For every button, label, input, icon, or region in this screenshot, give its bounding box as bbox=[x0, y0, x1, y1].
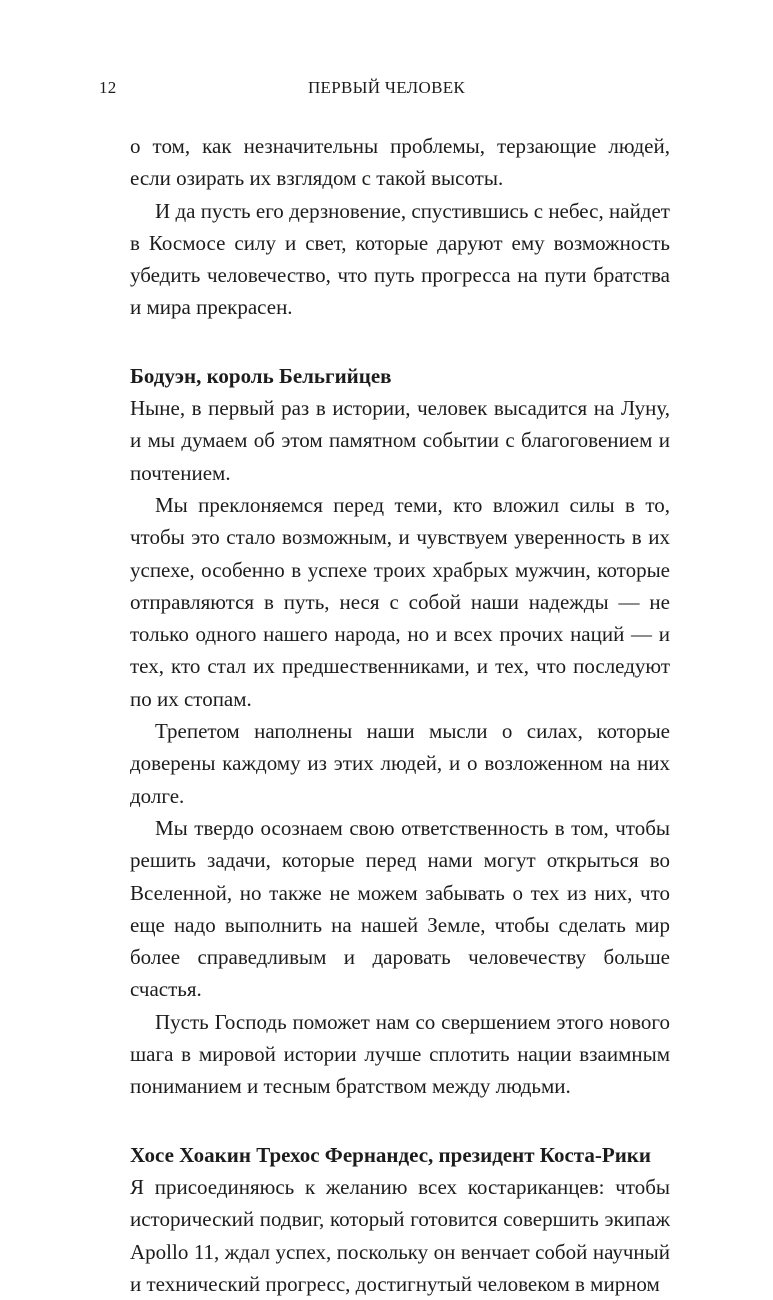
page-body bbox=[130, 130, 670, 1300]
running-head bbox=[0, 76, 773, 102]
section-heading-baudouin: Бодуэн, король Бельгийцев bbox=[130, 363, 392, 388]
paragraph: Ныне, в первый раз в истории, человек высадится на Луну, и мы думаем об этом памятном событии с благоговением и почтением. bbox=[130, 396, 670, 485]
paragraph: И да пусть его дерзновение, спустившись с небес, найдет в Космосе силу и свет, которые даруют ему возможность убедить человечество, что путь прогресса на пути братства и мира прекрасен. bbox=[130, 198, 670, 320]
paragraph: Трепетом наполнены наши мысли о силах, которые доверены каждому из этих людей, и о возложенном на них долге. bbox=[130, 719, 670, 808]
section-heading-trejos: Хосе Хоакин Трехос Фернандес, президент Коста-Рики bbox=[130, 1142, 651, 1167]
paragraph: Мы преклоняемся перед теми, кто вложил силы в то, чтобы это стало возможным, и чувствуем уверенность в их успехе, особенно в успехе троих храбрых мужчин, которые отправляются в путь, неся с собой наши надежды — не только одного нашего народа, но и всех прочих наций — и тех, кто стал их предшественниками, и тех, что последуют по их стопам. bbox=[130, 492, 670, 711]
running-title: ПЕРВЫЙ ЧЕЛОВЕК bbox=[307, 78, 466, 97]
paragraph: Пусть Господь поможет нам со свершением этого нового шага в мировой истории лучше сплотить нации взаимным пониманием и тесным братством между людьми. bbox=[130, 1009, 670, 1099]
paragraph: Я присоединяюсь к желанию всех костариканцев: чтобы исторический подвиг, который готовится совершить экипаж Apollo 11, ждал успех, поскольку он венчает собой научный и технический прогресс, достигнутый человеком в мирном bbox=[130, 1174, 670, 1296]
paragraph: Мы твердо осознаем свою ответственность в том, чтобы решить задачи, которые перед нами могут открыться во Вселенной, но также не можем забывать о тех из них, что еще надо выполнить на нашей Земле, чтобы сделать мир более справедливым и даровать человечеству больше счастья. bbox=[130, 815, 670, 1002]
page-number: 12 bbox=[99, 78, 117, 97]
paragraph: о том, как незначительны проблемы, терзающие людей, если озирать их взглядом с такой высоты. bbox=[130, 134, 670, 191]
section-gap bbox=[130, 1103, 670, 1139]
section-gap bbox=[130, 324, 670, 360]
